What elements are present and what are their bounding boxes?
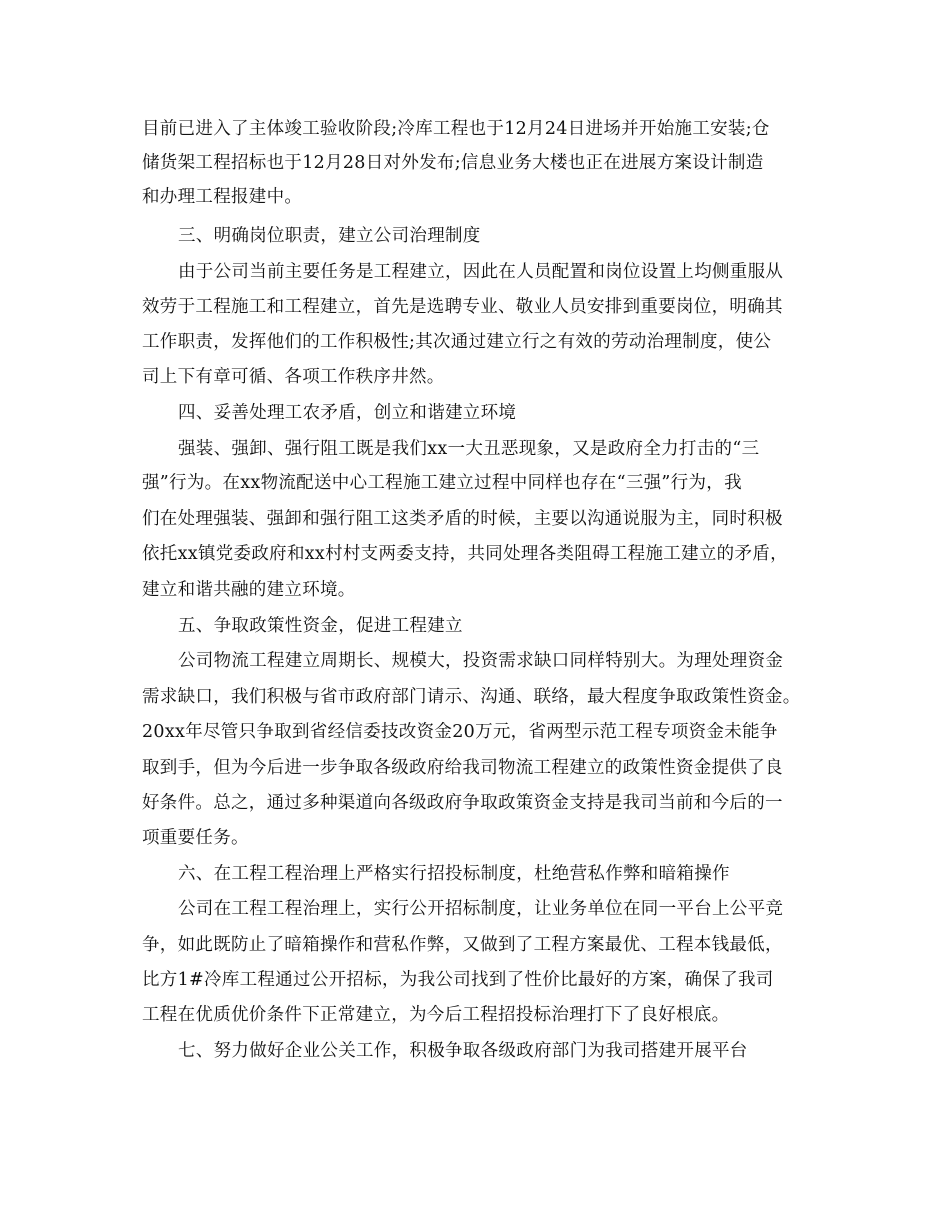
text-line: 目前已进入了主体竣工验收阶段;冷库工程也于12月24日进场并开始施工安装;仓 [142,119,770,139]
text-line: 比方1#冷库工程通过公开招标，为我公司找到了性价比最好的方案，确保了我司 [142,970,774,990]
text-line: 公司在工程工程治理上，实行公开招标制度，让业务单位在同一平台上公平竞 [178,899,784,919]
text-line: 和办理工程报建中。 [142,187,303,207]
section-heading: 六、在工程工程治理上严格实行招投标制度，杜绝营私作弊和暗箱操作 [178,864,730,884]
text-line: 20xx年尽管只争取到省经信委技改资金20万元，省两型示范工程专项资金未能争 [142,722,778,742]
text-line: 效劳于工程施工和工程建立，首先是选聘专业、敬业人员安排到重要岗位，明确其 [142,297,783,317]
text-line: 建立和谐共融的建立环境。 [142,580,356,600]
section-heading: 五、争取政策性资金，促进工程建立 [178,616,463,636]
text-line: 依托xx镇党委政府和xx村村支两委支持，共同处理各类阻碍工程施工建立的矛盾， [142,544,788,564]
text-line: 强”行为。在xx物流配送中心工程施工建立过程中同样也存在“三强”行为，我 [142,473,742,493]
section-heading: 三、明确岗位职责，建立公司治理制度 [178,226,481,246]
text-line: 工作职责，发挥他们的工作积极性;其次通过建立行之有效的劳动治理制度，使公 [142,332,772,352]
section-heading: 四、妥善处理工农矛盾，创立和谐建立环境 [178,403,517,423]
text-line: 需求缺口，我们积极与省市政府部门请示、沟通、联络，最大程度争取政策性资金。 [142,687,801,707]
text-line: 储货架工程招标也于12月28日对外发布;信息业务大楼也正在进展方案设计制造 [142,153,764,173]
text-line: 由于公司当前主要任务是工程建立，因此在人员配置和岗位设置上均侧重服从 [178,262,784,282]
text-line: 工程在优质优价条件下正常建立，为今后工程招投标治理打下了良好根底。 [142,1005,730,1025]
text-line: 强装、强卸、强行阻工既是我们xx一大丑恶现象，又是政府全力打击的“三 [178,439,760,459]
text-line: 们在处理强装、强卸和强行阻工这类矛盾的时候，主要以沟通说服为主，同时积极 [142,509,783,529]
text-line: 争，如此既防止了暗箱操作和营私作弊，又做到了工程方案最优、工程本钱最低， [142,935,783,955]
text-line: 司上下有章可循、各项工作秩序井然。 [142,367,445,387]
text-line: 项重要任务。 [142,828,249,848]
section-heading: 七、努力做好企业公关工作，积极争取各级政府部门为我司搭建开展平台 [178,1041,748,1061]
text-line: 好条件。总之，通过多种渠道向各级政府争取政策资金支持是我司当前和今后的一 [142,793,783,813]
text-line: 取到手，但为今后进一步争取各级政府给我司物流工程建立的政策性资金提供了良 [142,758,783,778]
text-line: 公司物流工程建立周期长、规模大，投资需求缺口同样特别大。为理处理资金 [178,651,784,671]
